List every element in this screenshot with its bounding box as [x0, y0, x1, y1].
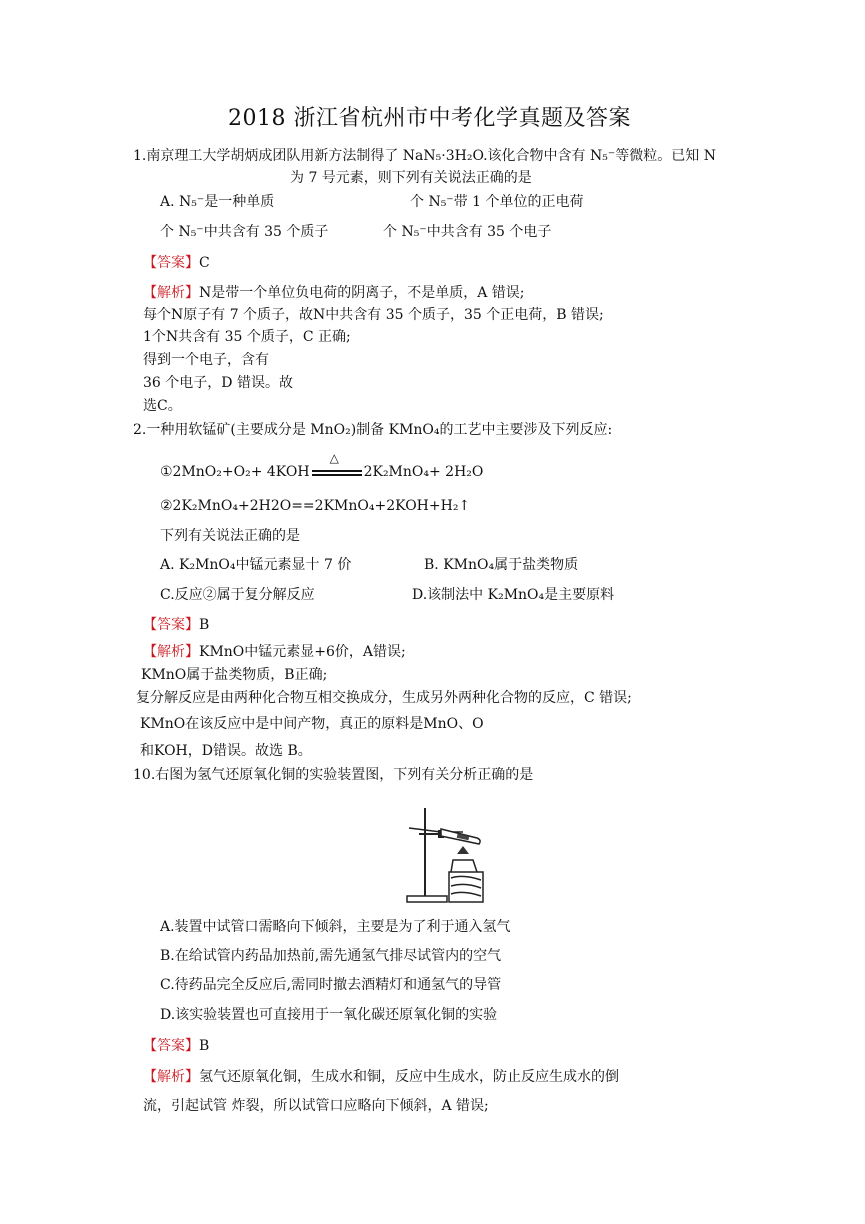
q10-option-c: C.待药品完全反应后,需同时撤去酒精灯和通氢气的导管	[160, 977, 502, 993]
hydrogen-reduction-apparatus-image	[405, 802, 485, 904]
q1-option-d: 个 N₅⁻中共含有 35 个电子	[383, 224, 552, 240]
q1-stem-line1: 1.南京理工大学胡炳成团队用新方法制得了 NaN₅·3H₂O.该化合物中含有 N₅⁻等微粒。已知 N	[133, 148, 716, 164]
q10-stem: 10.右图为氢气还原氧化铜的实验装置图，下列有关分析正确的是	[133, 767, 534, 783]
answer-value: B	[199, 617, 210, 633]
q2-option-d: D.该制法中 K₂MnO₄是主要原料	[412, 587, 615, 603]
analysis-tag: 【解析】	[143, 1069, 199, 1085]
q1-analysis-line6: 选C。	[143, 398, 182, 414]
reaction-1-products: 2K₂MnO₄+ 2H₂O	[363, 464, 484, 480]
analysis-text: 氢气还原氧化铜，生成水和铜，反应中生成水，防止反应生成水的倒	[199, 1069, 619, 1085]
q1-analysis-line1	[143, 283, 525, 303]
q10-option-d: D.该实验装置也可直接用于一氧化碳还原氧化铜的实验	[160, 1007, 498, 1023]
q1-analysis-line2: 每个N原子有 7 个质子，故N中共含有 35 个质子，35 个正电荷，B 错误;	[143, 307, 604, 323]
heat-symbol: △	[329, 451, 339, 465]
q1-analysis-line4: 得到一个电子，含有	[143, 352, 269, 368]
q2-option-c: C.反应②属于复分解反应	[160, 587, 315, 603]
answer-tag: 【答案】	[143, 255, 199, 271]
analysis-text: KMnO中锰元素显+6价，A错误;	[199, 644, 406, 660]
q2-option-a: A. K₂MnO₄中锰元素显十 7 价	[160, 557, 352, 573]
q2-analysis-line3: 复分解反应是由两种化合物互相交换成分，生成另外两种化合物的反应，C 错误;	[136, 690, 632, 706]
q10-answer	[143, 1036, 209, 1056]
q2-option-b: B. KMnO₄属于盐类物质	[424, 557, 579, 573]
q2-stem-line1: 2.一种用软锰矿(主要成分是 MnO₂)制备 KMnO₄的工艺中主要涉及下列反应:	[133, 422, 613, 438]
q1-option-a: A. N₅⁻是一种单质	[160, 194, 275, 210]
q2-analysis-line2: KMnO属于盐类物质，B正确;	[141, 667, 328, 683]
reaction-1	[160, 451, 484, 482]
reaction-arrow-heat	[312, 451, 362, 480]
q1-stem-line2: 为 7 号元素，则下列有关说法正确的是	[290, 170, 532, 186]
q1-analysis-line3: 1个N共含有 35 个质子，C 正确;	[143, 329, 351, 345]
q2-analysis-line5: 和KOH，D错误。故选 B。	[140, 743, 312, 759]
analysis-tag: 【解析】	[143, 285, 199, 301]
answer-tag: 【答案】	[143, 617, 199, 633]
analysis-text: N是带一个单位负电荷的阴离子，不是单质，A 错误;	[199, 285, 525, 301]
q1-option-c: 个 N₅⁻中共含有 35 个质子	[160, 224, 329, 240]
q10-option-a: A.装置中试管口需略向下倾斜，主要是为了利于通入氢气	[160, 919, 511, 935]
q2-stem-line2: 下列有关说法正确的是	[160, 528, 300, 544]
q2-analysis-line1	[143, 642, 406, 662]
q1-option-b: 个 N₅⁻带 1 个单位的正电荷	[410, 194, 584, 210]
q10-analysis-line2: 流，引起试管 炸裂，所以试管口应略向下倾斜，A 错误;	[143, 1098, 489, 1114]
answer-value: B	[199, 1038, 210, 1054]
q1-answer	[143, 253, 210, 273]
reaction-2: ②2K₂MnO₄+2H2O==2KMnO₄+2KOH+H₂↑	[160, 498, 471, 514]
q2-answer	[143, 615, 209, 635]
analysis-tag: 【解析】	[143, 644, 199, 660]
answer-value: C	[199, 255, 210, 271]
page-title: 2018 浙江省杭州市中考化学真题及答案	[228, 106, 631, 131]
q10-analysis-line1	[143, 1067, 619, 1087]
reaction-1-reactants: ①2MnO₂+O₂+ 4KOH	[160, 464, 310, 480]
q2-analysis-line4: KMnO在该反应中是中间产物，真正的原料是MnO、O	[140, 716, 484, 732]
q1-analysis-line5: 36 个电子，D 错误。故	[143, 375, 293, 391]
answer-tag: 【答案】	[143, 1038, 199, 1054]
q10-option-b: B.在给试管内药品加热前,需先通氢气排尽试管内的空气	[160, 948, 502, 964]
